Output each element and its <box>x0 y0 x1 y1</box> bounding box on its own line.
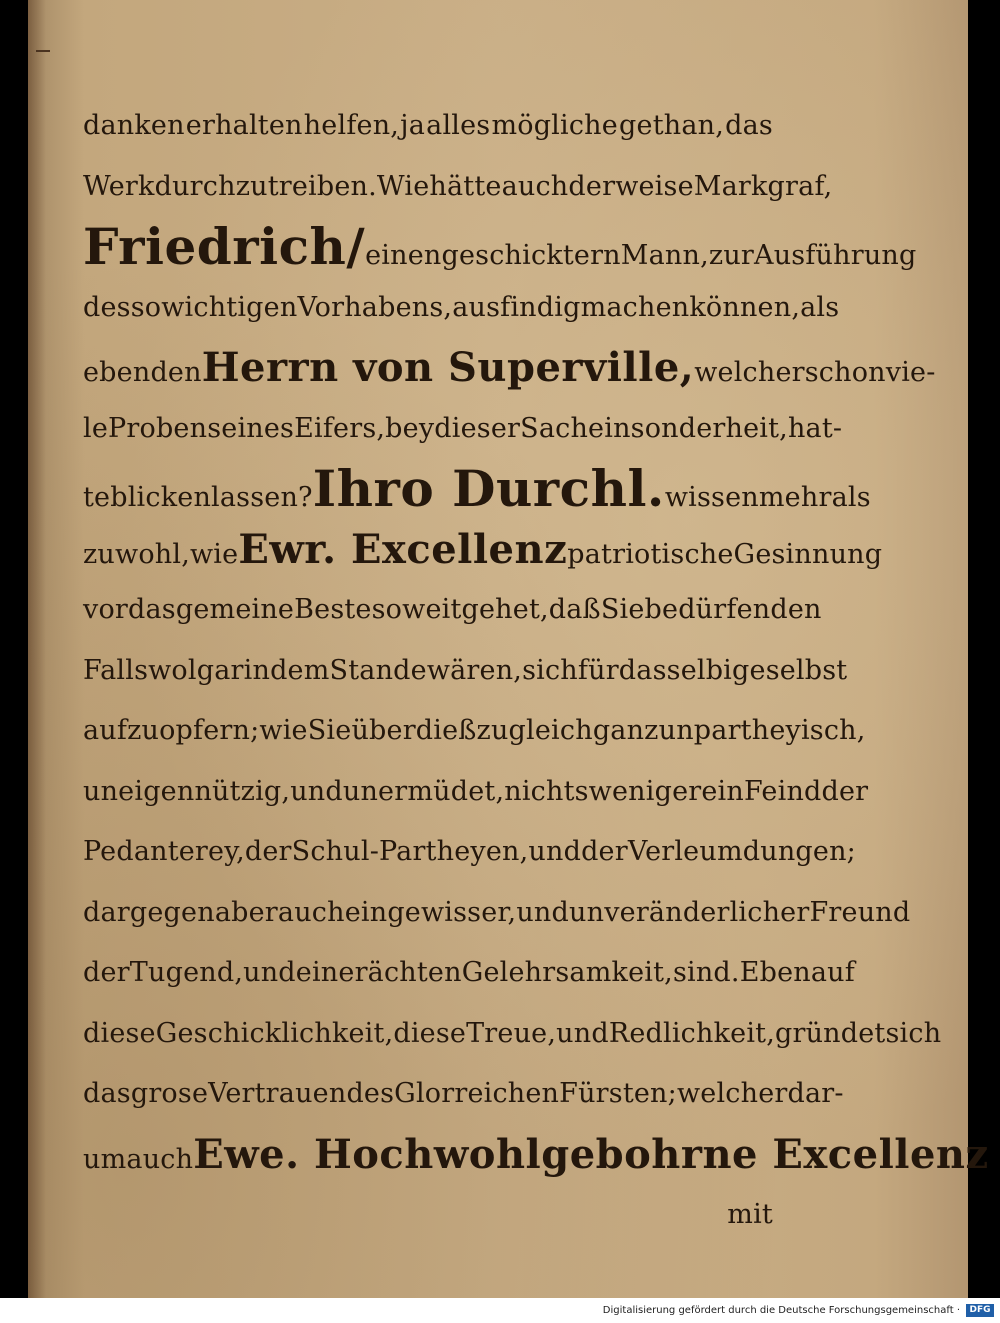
word: auch <box>501 170 569 202</box>
word: alles <box>426 110 491 141</box>
word: ganz <box>592 715 659 746</box>
word: Vorhabens, <box>297 291 453 323</box>
word: und <box>528 836 582 867</box>
word: gründet <box>775 1017 886 1049</box>
word: Fürsten; <box>559 1078 677 1109</box>
word: in <box>243 654 271 686</box>
word: und <box>516 896 570 928</box>
word: Stande <box>329 654 427 686</box>
word: patriotische <box>567 538 734 570</box>
word: wohl, <box>115 538 190 570</box>
text-line <box>83 278 840 339</box>
word: wie <box>259 715 308 746</box>
word: Wie <box>376 170 430 202</box>
word: sich <box>522 654 578 686</box>
word: sind. <box>672 957 740 988</box>
word: schon <box>804 357 886 388</box>
word: der <box>581 836 628 867</box>
word: grose <box>130 1078 209 1109</box>
word: Feind <box>743 775 822 807</box>
word: gemeine <box>175 594 295 625</box>
word: Tugend, <box>129 957 244 988</box>
word: le <box>83 412 109 444</box>
word: hat- <box>787 412 843 444</box>
word: des <box>346 1078 395 1109</box>
catchword: mit <box>727 1199 773 1230</box>
text-line <box>83 217 917 278</box>
word: Ihro Durchl. <box>312 459 665 518</box>
word: dargegen <box>83 896 215 928</box>
word: Schul-Partheyen, <box>291 836 529 867</box>
word: Glorreichen <box>394 1078 560 1109</box>
word: hätte <box>429 170 502 202</box>
word: zur <box>708 240 755 271</box>
word: wissen <box>664 482 759 513</box>
word: unveränderlicher <box>569 896 810 928</box>
word: ächten <box>367 957 462 988</box>
word: den <box>150 357 202 388</box>
word: wären, <box>426 654 523 686</box>
word: der <box>568 170 616 202</box>
word: aufzuopfern; <box>83 715 260 746</box>
word: danken <box>83 110 185 141</box>
word: diese <box>83 1017 156 1049</box>
word: vie- <box>885 357 936 388</box>
text-line <box>83 943 855 1004</box>
word: können, <box>689 291 801 323</box>
word: der <box>821 775 869 807</box>
text-line <box>83 1064 844 1125</box>
word: erhalten <box>185 110 303 141</box>
word: und <box>243 957 296 988</box>
word: Ewe. Hochwohlgebohrne Excellenz <box>193 1130 989 1178</box>
word: überdieß <box>351 715 477 746</box>
word: geschicktern <box>441 240 621 271</box>
word: machen <box>580 291 690 323</box>
word: bedürfenden <box>644 594 822 625</box>
word: Markgraf, <box>693 170 833 202</box>
word: dieser <box>434 412 521 444</box>
word: Eben <box>739 957 811 988</box>
word: Herrn von Superville, <box>201 344 695 391</box>
text-line <box>83 459 871 520</box>
word: Ewr. Excellenz <box>238 525 568 573</box>
word: der <box>83 957 130 988</box>
word: nichtsweniger <box>504 775 702 807</box>
catchword-line <box>83 1185 773 1246</box>
word: Mann, <box>620 240 709 271</box>
word: Freund <box>809 896 911 928</box>
word: und <box>556 1017 609 1049</box>
text-line <box>83 580 822 641</box>
word: als <box>800 291 840 323</box>
word: weit <box>402 594 462 625</box>
word: Sie <box>307 715 352 746</box>
word: vor <box>83 594 129 625</box>
word: dar- <box>787 1078 844 1109</box>
word: mögliche <box>491 110 618 141</box>
word: wie <box>190 538 239 570</box>
word: das <box>83 1078 131 1109</box>
word: Verleumdungen; <box>627 836 856 867</box>
word: Friedrich/ <box>83 217 366 276</box>
text-line <box>83 883 911 944</box>
text-line <box>83 157 833 218</box>
word: ja <box>400 110 426 141</box>
word: sich <box>885 1017 942 1049</box>
word: uneigennützig, <box>83 775 291 807</box>
word: auch <box>126 1143 194 1175</box>
word: gehet, <box>461 594 549 625</box>
word: welcher <box>676 1078 788 1109</box>
word: als <box>831 482 871 513</box>
word: weise <box>615 170 694 202</box>
word: Gelehrsamkeit, <box>461 957 673 988</box>
word: einen <box>365 240 442 271</box>
word: Werk <box>83 170 155 202</box>
word: insonderheit, <box>604 412 788 444</box>
dfg-logo: DFG <box>966 1304 994 1317</box>
word: ein <box>701 775 744 807</box>
word: des <box>83 291 131 323</box>
word: eben <box>83 357 151 388</box>
word: und <box>290 775 343 807</box>
word: te <box>83 482 111 513</box>
text-line <box>83 641 848 702</box>
digitization-credit: Digitalisierung gefördert durch die Deutsche Forschungsgemeinschaft · <box>602 1305 960 1316</box>
word: ein <box>344 896 388 928</box>
word: Falls <box>83 654 149 686</box>
word: Redlichkeit, <box>608 1017 775 1049</box>
word: auf <box>810 957 855 988</box>
text-line <box>83 96 773 157</box>
word: Gesinnung <box>733 538 883 570</box>
word: das <box>725 110 773 141</box>
gutter-shadow <box>28 0 46 1298</box>
word: gethan, <box>619 110 725 141</box>
word: mehr <box>758 482 832 513</box>
word: zu <box>83 538 116 570</box>
word: helfen, <box>303 110 400 141</box>
edge-mark <box>36 50 50 52</box>
word: so <box>371 594 403 625</box>
word: dasselbige <box>618 654 766 686</box>
word: Sache <box>520 412 605 444</box>
book-page <box>28 0 989 1298</box>
word: blicken <box>110 482 212 513</box>
word: Proben <box>108 412 208 444</box>
word: Geschicklichkeit, <box>155 1017 394 1049</box>
word: Treue, <box>466 1017 557 1049</box>
word: selbst <box>765 654 848 686</box>
text-line <box>83 1125 989 1186</box>
word: das <box>128 594 176 625</box>
word: ausfindig <box>452 291 581 323</box>
word: dem <box>270 654 330 686</box>
word: durchzutreiben. <box>154 170 377 202</box>
word: auch <box>277 896 345 928</box>
word: diese <box>393 1017 467 1049</box>
text-block <box>83 96 989 1246</box>
word: Sie <box>600 594 645 625</box>
word: Beste <box>294 594 372 625</box>
word: für <box>577 654 619 686</box>
text-line <box>83 399 843 460</box>
word: so <box>130 291 162 323</box>
word: Vertrauen <box>208 1078 347 1109</box>
word: der <box>244 836 292 867</box>
word: seines <box>207 412 295 444</box>
word: Ausführung <box>754 240 917 271</box>
text-line <box>83 1004 942 1065</box>
word: aber <box>214 896 278 928</box>
text-line <box>83 338 936 399</box>
word: wichtigen <box>161 291 298 323</box>
word: zugleich <box>476 715 593 746</box>
word: unpartheyisch, <box>658 715 866 746</box>
word: bey <box>385 412 435 444</box>
word: wol <box>148 654 197 686</box>
text-line <box>83 822 856 883</box>
word: einer <box>295 957 368 988</box>
word: Pedanterey, <box>83 836 245 867</box>
word: Eifers, <box>294 412 386 444</box>
text-line <box>83 701 866 762</box>
text-line <box>83 520 883 581</box>
word: daß <box>548 594 601 625</box>
word: welcher <box>694 357 805 388</box>
word: lassen? <box>211 482 313 513</box>
word: gewisser, <box>387 896 517 928</box>
text-line <box>83 762 869 823</box>
word: unermüdet, <box>342 775 505 807</box>
word: um <box>83 1143 127 1175</box>
word: gar <box>196 654 244 686</box>
